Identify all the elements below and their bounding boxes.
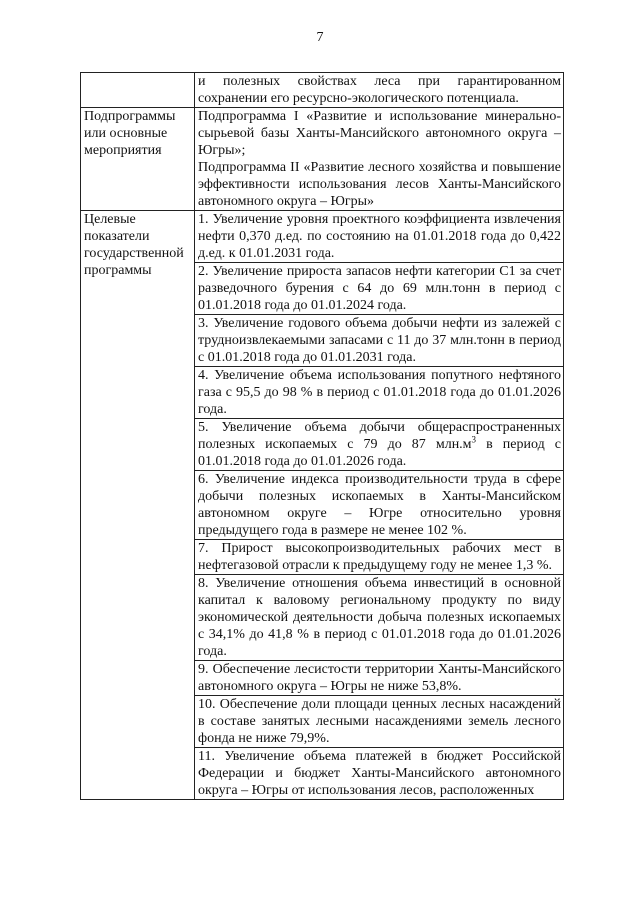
subprogram-1: Подпрограмма I «Развитие и использование минерально-сырьевой базы Ханты-Мансийского автономного округа – Югры»; <box>198 109 561 158</box>
target-4: 4. Увеличение объема использования попутного нефтяного газа с 95,5 до 98 % в период с 01.01.2018 года до 01.01.2026 года. <box>198 368 561 417</box>
table-row <box>81 73 564 108</box>
target-5 <box>198 419 561 470</box>
program-passport-table <box>80 72 564 800</box>
target-9: 9. Обеспечение лесистости территории Ханты-Мансийского автономного округа – Югры не ниже 53,8%. <box>198 662 561 694</box>
row-content <box>195 73 564 108</box>
subprogram-2: Подпрограмма II «Развитие лесного хозяйства и повышение эффективности использования лесов Ханты-Мансийского автономного округа – Югры» <box>198 160 561 209</box>
target-1: 1. Увеличение уровня проектного коэффициента извлечения нефти 0,370 д.ед. по состоянию на 01.01.2018 года до 0,422 д.ед. к 01.01.2031 года. <box>198 212 561 261</box>
target-10: 10. Обеспечение доли площади ценных лесных насаждений в составе занятых лесными насаждениями земель лесного фонда не ниже 79,9%. <box>198 697 561 746</box>
table-row <box>81 211 564 800</box>
target-11: 11. Увеличение объема платежей в бюджет Российской Федерации и бюджет Ханты-Мансийского автономного округа – Югры от использования лесов, расположенных <box>198 749 561 798</box>
row-label-subprograms: Подпрограммы или основные мероприятия <box>81 108 195 211</box>
page-number: 7 <box>316 30 324 45</box>
target-6: 6. Увеличение индекса производительности труда в сфере добычи полезных ископаемых в Ханты-Мансийском автономном округе – Югре относительно уровня предыдущего года в размере не менее 102 %. <box>198 472 561 538</box>
target-7: 7. Прирост высокопроизводительных рабочих мест в нефтегазовой отрасли к предыдущему году не менее 1,3 %. <box>198 541 561 573</box>
paragraph: и полезных свойствах леса при гарантированном сохранении его ресурсно-экологического потенциала. <box>198 74 561 106</box>
target-3: 3. Увеличение годового объема добычи нефти из залежей с трудноизвлекаемыми запасами с 11 до 37 млн.тонн в период с 01.01.2018 года до 01.01.2031 года. <box>198 316 561 365</box>
target-5-tail: в период с 01.01.2018 года до 01.01.2026 года. <box>198 437 561 469</box>
table-row <box>81 108 564 211</box>
row-label <box>81 73 195 108</box>
row-content-subprograms <box>195 108 564 211</box>
row-label-targets: Целевые показатели государственной программы <box>81 211 195 800</box>
superscript-3: 3 <box>471 434 477 445</box>
target-8: 8. Увеличение отношения объема инвестиций в основной капитал к валовому региональному продукту по виду экономической деятельности добыча полезных ископаемых с 34,1% до 41,8 % в период с 01.01.2018 года до 01.01.2026 года. <box>198 576 561 659</box>
target-2: 2. Увеличение прироста запасов нефти категории С1 за счет разведочного бурения с 64 до 69 млн.тонн в период с 01.01.2018 года до 01.01.2024 года. <box>198 264 561 313</box>
row-content-targets <box>195 211 564 800</box>
target-5-text: 5. Увеличение объема добычи общераспространенных полезных ископаемых с 79 до 87 млн.м <box>198 420 561 452</box>
